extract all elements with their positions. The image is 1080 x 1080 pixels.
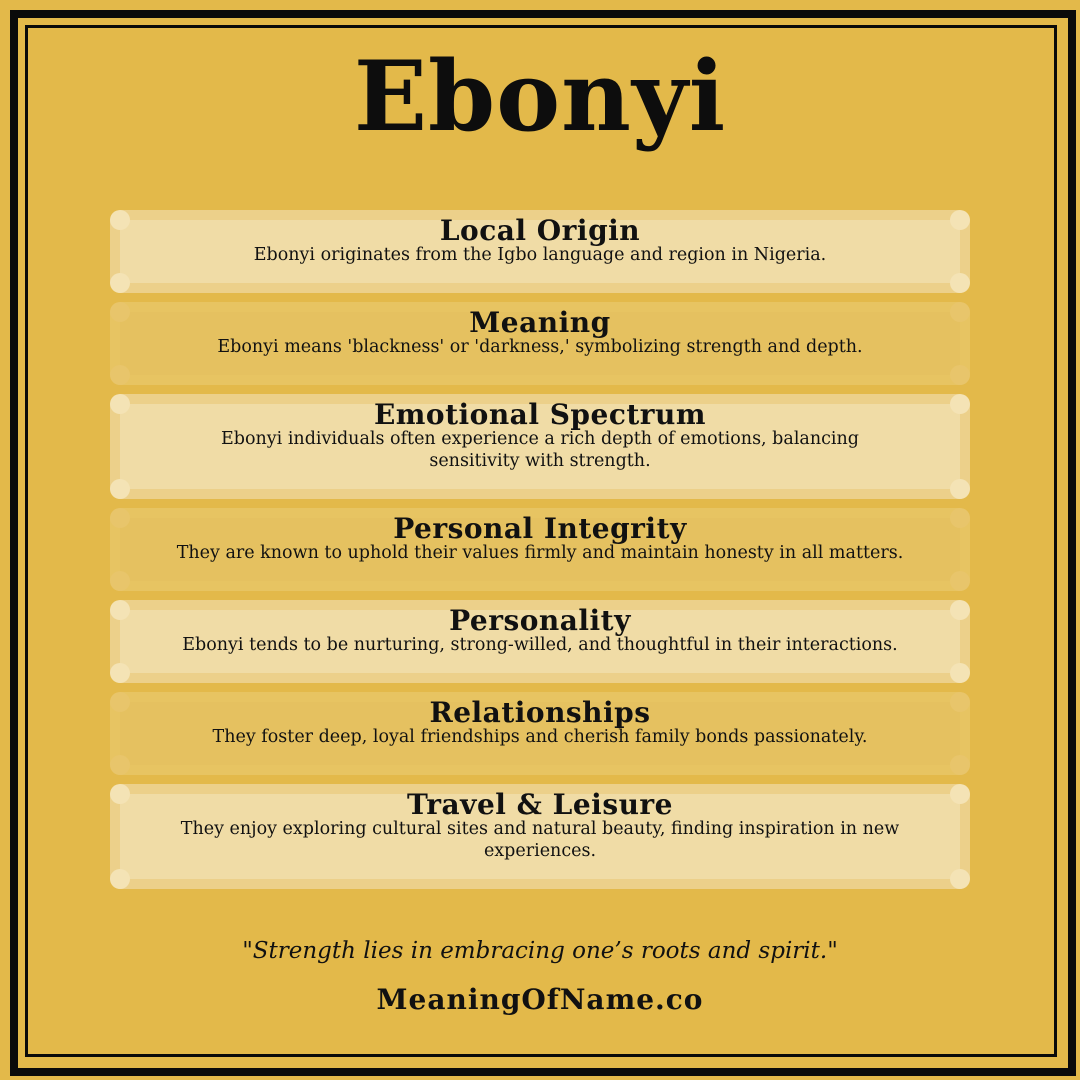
section-text: They enjoy exploring cultural sites and natural beauty, finding inspiration in new experiences. <box>180 819 900 861</box>
section-card-personality <box>110 600 970 683</box>
quote: "Strength lies in embracing one’s roots and spirit." <box>242 938 838 964</box>
section-text: Ebonyi individuals often experience a rich depth of emotions, balancing sensitivity with strength. <box>221 429 859 471</box>
site-name: MeaningOfName.co <box>376 983 704 1016</box>
section-card-personal-integrity <box>110 508 970 591</box>
section-heading: Travel & Leisure <box>406 788 673 821</box>
section-card-emotional-spectrum <box>110 394 970 499</box>
section-text: They foster deep, loyal friendships and cherish family bonds passionately. <box>212 727 868 747</box>
section-text: Ebonyi means 'blackness' or 'darkness,' symbolizing strength and depth. <box>217 337 863 357</box>
section-heading: Personality <box>449 604 631 637</box>
section-card-local-origin <box>110 210 970 293</box>
section-text: Ebonyi originates from the Igbo language and region in Nigeria. <box>253 245 827 265</box>
section-card-travel-leisure <box>110 784 970 889</box>
page-title: Ebonyi <box>353 40 727 153</box>
section-text: They are known to uphold their values firmly and maintain honesty in all matters. <box>176 543 904 563</box>
section-card-relationships <box>110 692 970 775</box>
section-heading: Personal Integrity <box>393 512 687 545</box>
section-text: Ebonyi tends to be nurturing, strong-willed, and thoughtful in their interactions. <box>182 635 898 655</box>
section-heading: Relationships <box>429 696 651 729</box>
section-heading: Emotional Spectrum <box>373 398 707 431</box>
section-card-meaning <box>110 302 970 385</box>
section-heading: Local Origin <box>439 214 641 247</box>
section-heading: Meaning <box>469 306 611 339</box>
